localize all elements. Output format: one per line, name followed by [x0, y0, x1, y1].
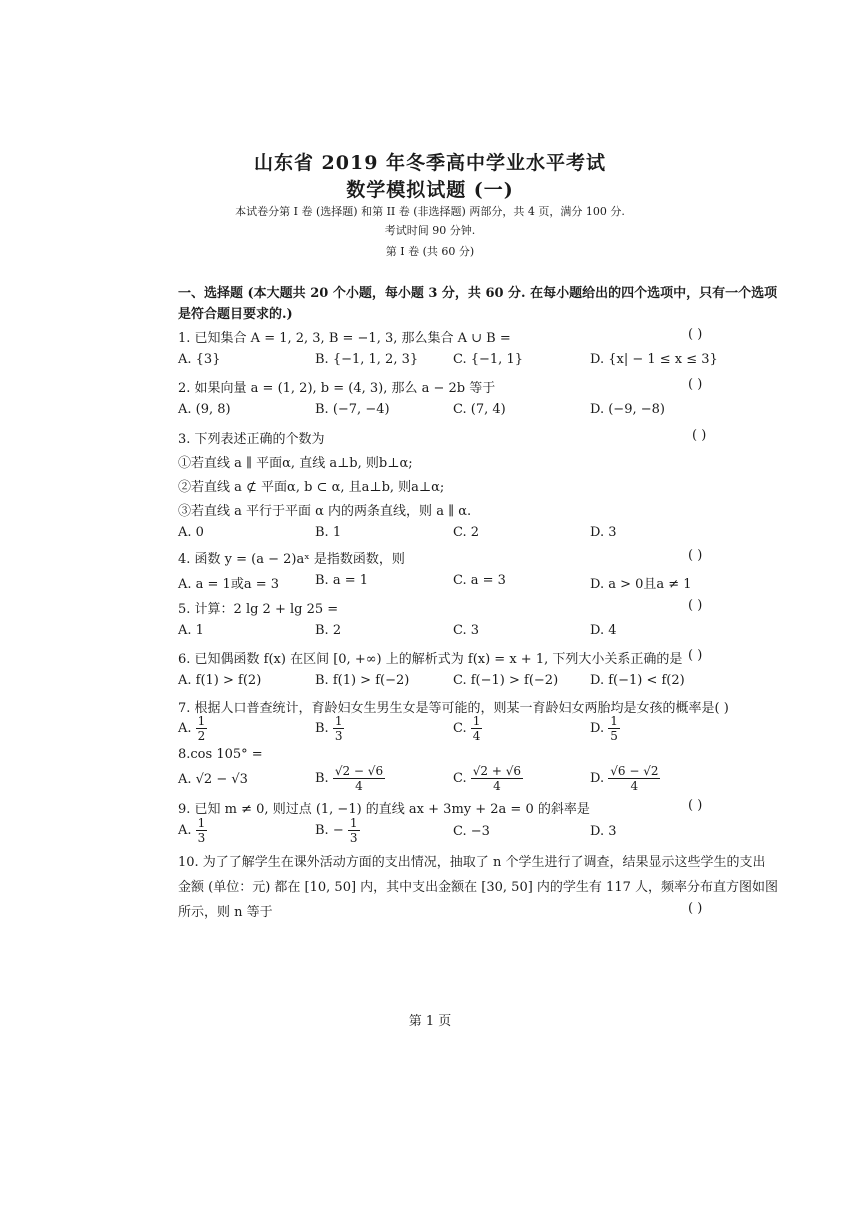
- q2-option-d: D. (−9, −8): [590, 402, 665, 417]
- fraction: [333, 714, 345, 743]
- numerator: 1: [197, 816, 206, 830]
- q6-option-c: C. f(−1) > f(−2): [453, 673, 559, 688]
- option-label: A.: [178, 721, 192, 736]
- exam-time: 考试时间 90 分钟.: [384, 224, 476, 237]
- q7-option-c: [453, 714, 482, 743]
- question-5-stem: 5. 计算：2 lg 2 + lg 25 =: [178, 602, 339, 617]
- option-label: C.: [453, 771, 467, 786]
- fraction: [608, 764, 660, 793]
- q5-option-c: C. 3: [453, 623, 480, 638]
- answer-blank: ( ): [688, 548, 703, 563]
- question-8-stem: 8.cos 105° =: [178, 747, 263, 762]
- denominator: 4: [493, 779, 501, 793]
- numerator: 1: [334, 714, 343, 728]
- question-10-line-3: 所示，则 n 等于: [178, 905, 273, 920]
- numerator: 1: [472, 714, 481, 728]
- question-2-stem: 2. 如果向量 a = (1, 2), b = (4, 3), 那么 a − 2b 等于: [178, 381, 496, 396]
- option-label: A.: [178, 823, 192, 838]
- question-7-stem: 7. 根据人口普查统计，育龄妇女生男生女是等可能的，则某一育龄妇女两胎均是女孩的概率是( ): [178, 701, 729, 716]
- denominator: 3: [334, 729, 343, 743]
- answer-blank: ( ): [688, 598, 703, 613]
- page-number: 第 1 页: [408, 1014, 452, 1029]
- option-label: B. −: [315, 823, 344, 838]
- question-6-stem: 6. 已知偶函数 f(x) 在区间 [0, +∞) 上的解析式为 f(x) = x + 1, 下列大小关系正确的是: [178, 652, 683, 667]
- fraction: [196, 714, 208, 743]
- q7-option-a: [178, 714, 207, 743]
- q8-option-b: [315, 764, 385, 793]
- question-1-stem: 1. 已知集合 A = 1, 2, 3, B = −1, 3, 那么集合 A ∪ B =: [178, 331, 511, 346]
- fraction: [608, 714, 620, 743]
- question-9-stem: 9. 已知 m ≠ 0, 则过点 (1, −1) 的直线 ax + 3my + 2a = 0 的斜率是: [178, 802, 590, 817]
- q5-option-a: A. 1: [178, 623, 204, 638]
- denominator: 3: [197, 831, 206, 845]
- fraction: [348, 816, 360, 845]
- exam-subtitle: 数学模拟试题 (一): [346, 179, 514, 201]
- q8-option-d: [590, 764, 660, 793]
- fraction: [471, 714, 483, 743]
- answer-blank: ( ): [688, 377, 703, 392]
- option-label: B.: [315, 721, 329, 736]
- q9-option-c: C. −3: [453, 824, 490, 839]
- denominator: 2: [197, 729, 206, 743]
- q7-option-d: [590, 714, 620, 743]
- q3-option-c: C. 2: [453, 525, 480, 540]
- answer-blank: ( ): [688, 901, 703, 916]
- q9-option-b: [315, 816, 360, 845]
- denominator: 3: [349, 831, 358, 845]
- q1-option-d: D. {x| − 1 ≤ x ≤ 3}: [590, 352, 718, 367]
- q9-option-d: D. 3: [590, 824, 617, 839]
- q3-option-b: B. 1: [315, 525, 342, 540]
- q2-option-c: C. (7, 4): [453, 402, 506, 417]
- part-heading: 第 I 卷 (共 60 分): [385, 245, 475, 258]
- q3-statement-2: ②若直线 a ⊄ 平面α, b ⊂ α, 且a⊥b, 则a⊥α;: [178, 480, 445, 495]
- fraction: [333, 764, 385, 793]
- section-heading-cont: 是符合题目要求的.): [178, 307, 293, 322]
- answer-blank: ( ): [688, 798, 703, 813]
- q1-option-a: A. {3}: [178, 352, 221, 367]
- q4-option-a: A. a = 1或a = 3: [178, 577, 280, 592]
- q7-option-b: [315, 714, 344, 743]
- q2-option-a: A. (9, 8): [178, 402, 231, 417]
- q1-option-c: C. {−1, 1}: [453, 352, 523, 367]
- intro-text: 本试卷分第 I 卷 (选择题) 和第 II 卷 (非选择题) 两部分，共 4 页，满分 100 分.: [235, 205, 625, 218]
- denominator: 4: [630, 779, 639, 793]
- q9-option-a: [178, 816, 207, 845]
- denominator: 5: [610, 729, 618, 743]
- numerator: √6 − √2: [610, 764, 659, 778]
- fraction: [196, 816, 208, 845]
- q6-option-a: A. f(1) > f(2): [178, 673, 262, 688]
- q4-option-c: C. a = 3: [453, 573, 506, 588]
- question-3-stem: 3. 下列表述正确的个数为: [178, 432, 325, 447]
- numerator: 1: [197, 714, 206, 728]
- q6-option-b: B. f(1) > f(−2): [315, 673, 410, 688]
- numerator: 1: [349, 816, 358, 830]
- numerator: √2 + √6: [472, 764, 522, 778]
- answer-blank: ( ): [688, 327, 703, 342]
- option-label: D.: [590, 721, 605, 736]
- q4-option-d: D. a > 0且a ≠ 1: [590, 577, 692, 592]
- q8-option-a: A. √2 − √3: [178, 772, 248, 787]
- q3-statement-1: ①若直线 a ∥ 平面α, 直线 a⊥b, 则b⊥α;: [178, 456, 413, 471]
- denominator: 4: [355, 779, 363, 793]
- section-heading: 一、选择题 (本大题共 20 个小题，每小题 3 分，共 60 分. 在每小题给出的四个选项中，只有一个选项: [178, 286, 778, 301]
- answer-blank: ( ): [688, 648, 703, 663]
- question-4-stem: 4. 函数 y = (a − 2)aˣ 是指数函数，则: [178, 552, 405, 567]
- option-label: C.: [453, 721, 467, 736]
- q4-option-b: B. a = 1: [315, 573, 368, 588]
- q1-option-b: B. {−1, 1, 2, 3}: [315, 352, 419, 367]
- numerator: 1: [610, 714, 618, 728]
- q3-option-d: D. 3: [590, 525, 617, 540]
- option-label: D.: [590, 771, 605, 786]
- q5-option-b: B. 2: [315, 623, 342, 638]
- exam-title: 山东省 2019 年冬季高中学业水平考试: [253, 152, 607, 174]
- option-label: B.: [315, 771, 329, 786]
- q3-statement-3: ③若直线 a 平行于平面 α 内的两条直线，则 a ∥ α.: [178, 504, 472, 519]
- q8-option-c: [453, 764, 523, 793]
- fraction: [471, 764, 523, 793]
- question-10-line-2: 金额 (单位：元) 都在 [10, 50] 内，其中支出金额在 [30, 50] 内的学生有 117 人，频率分布直方图如图: [178, 880, 778, 895]
- q6-option-d: D. f(−1) < f(2): [590, 673, 685, 688]
- numerator: √2 − √6: [334, 764, 384, 778]
- q2-option-b: B. (−7, −4): [315, 402, 390, 417]
- denominator: 4: [472, 729, 481, 743]
- q5-option-d: D. 4: [590, 623, 617, 638]
- question-10-line-1: 10. 为了了解学生在课外活动方面的支出情况，抽取了 n 个学生进行了调查，结果显示这些学生的支出: [178, 855, 766, 870]
- q3-option-a: A. 0: [178, 525, 204, 540]
- answer-blank: ( ): [692, 428, 707, 443]
